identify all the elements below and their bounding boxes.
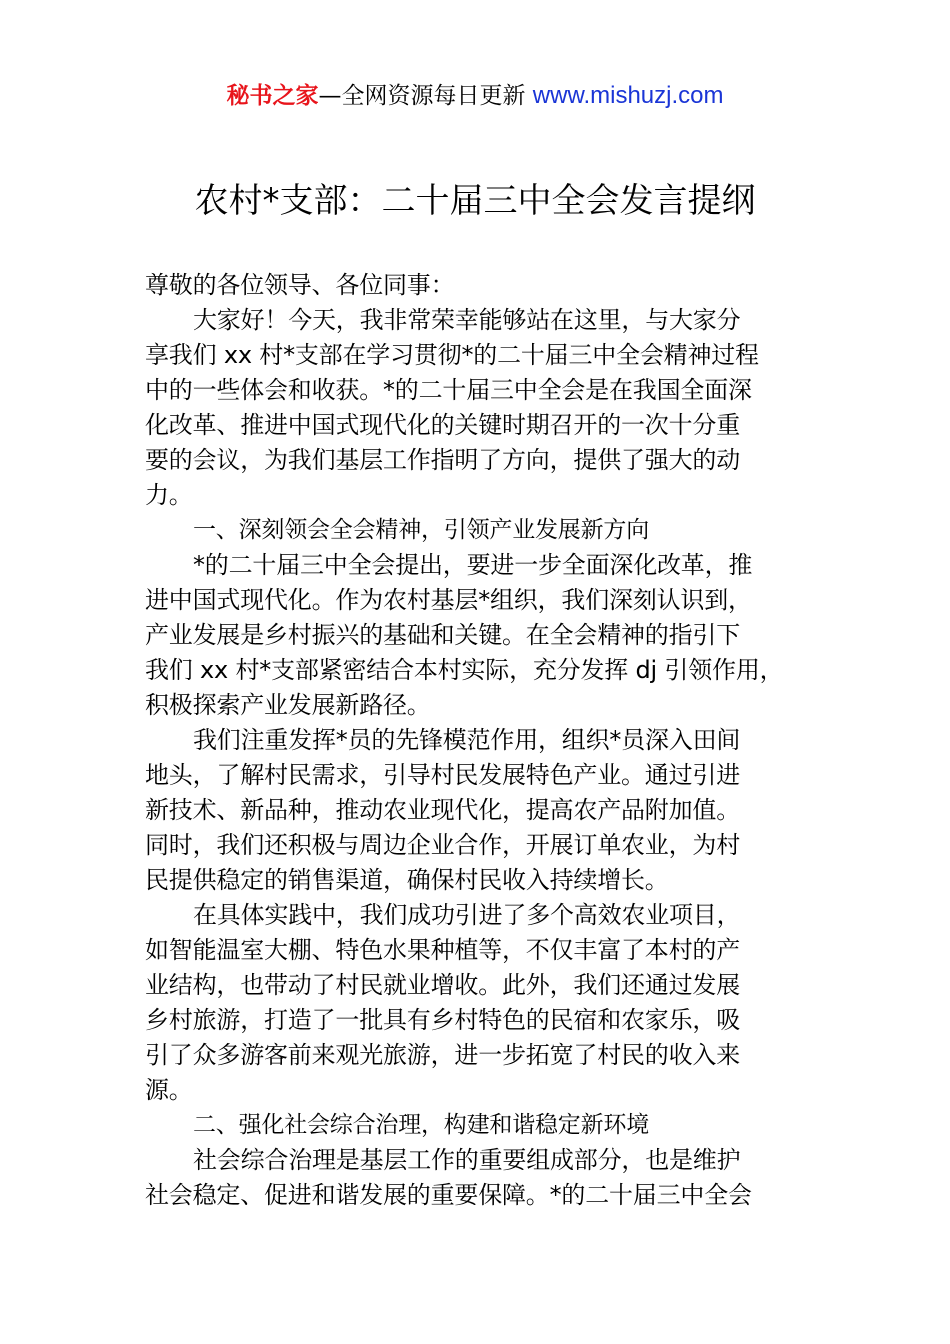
document-body	[145, 268, 835, 1213]
text-line: 新技术、新品种，推动农业现代化，提高农产品附加值。	[145, 796, 740, 824]
text-line: 同时，我们还积极与周边企业合作，开展订单农业，为村	[145, 831, 740, 859]
text-line: 大家好！今天，我非常荣幸能够站在这里，与大家分	[193, 306, 741, 334]
text-line: 源。	[145, 1076, 193, 1104]
text-line: 社会稳定、促进和谐发展的重要保障。*的二十届三中全会	[145, 1181, 752, 1209]
header-tagline: —全网资源每日更新	[318, 83, 526, 109]
text-line: 如智能温室大棚、特色水果种植等，不仅丰富了本村的产	[145, 936, 740, 964]
site-header	[0, 80, 950, 112]
text-line: 化改革、推进中国式现代化的关键时期召开的一次十分重	[145, 411, 740, 439]
brand-name: 秘书之家	[226, 83, 319, 109]
document-title: 农村*支部：二十届三中全会发言提纲	[194, 181, 756, 221]
text-line: 进中国式现代化。作为农村基层*组织，我们深刻认识到，	[145, 586, 752, 614]
text-line: 产业发展是乡村振兴的基础和关键。在全会精神的指引下	[145, 621, 740, 649]
section-heading: 二、强化社会综合治理，构建和谐稳定新环境	[193, 1112, 650, 1138]
text-line: *的二十届三中全会提出，要进一步全面深化改革，推	[193, 551, 753, 579]
text-line: 在具体实践中，我们成功引进了多个高效农业项目，	[193, 901, 741, 929]
text-line: 力。	[145, 481, 193, 509]
text-line: 业结构，也带动了村民就业增收。此外，我们还通过发展	[145, 971, 740, 999]
text-line: 民提供稳定的销售渠道，确保村民收入持续增长。	[145, 866, 669, 894]
text-line: 尊敬的各位领导、各位同事：	[145, 271, 455, 299]
site-url-link[interactable]: www.mishuzj.com	[532, 82, 724, 109]
text-line: 社会综合治理是基层工作的重要组成部分，也是维护	[193, 1146, 741, 1174]
text-line: 引了众多游客前来观光旅游，进一步拓宽了村民的收入来	[145, 1041, 740, 1069]
text-line: 积极探索产业发展新路径。	[145, 691, 431, 719]
text-line: 要的会议，为我们基层工作指明了方向，提供了强大的动	[145, 446, 740, 474]
section-heading: 一、深刻领会全会精神，引领产业发展新方向	[193, 517, 650, 543]
text-line: 我们注重发挥*员的先锋模范作用，组织*员深入田间	[193, 726, 741, 754]
text-line: 地头，了解村民需求，引导村民发展特色产业。通过引进	[145, 761, 740, 789]
text-line: 享我们 xx 村*支部在学习贯彻*的二十届三中全会精神过程	[145, 341, 759, 369]
text-line: 乡村旅游，打造了一批具有乡村特色的民宿和农家乐，吸	[145, 1006, 740, 1034]
text-line: 中的一些体会和收获。*的二十届三中全会是在我国全面深	[145, 376, 752, 404]
text-line: 我们 xx 村*支部紧密结合本村实际，充分发挥 dj 引领作用，	[145, 656, 784, 684]
